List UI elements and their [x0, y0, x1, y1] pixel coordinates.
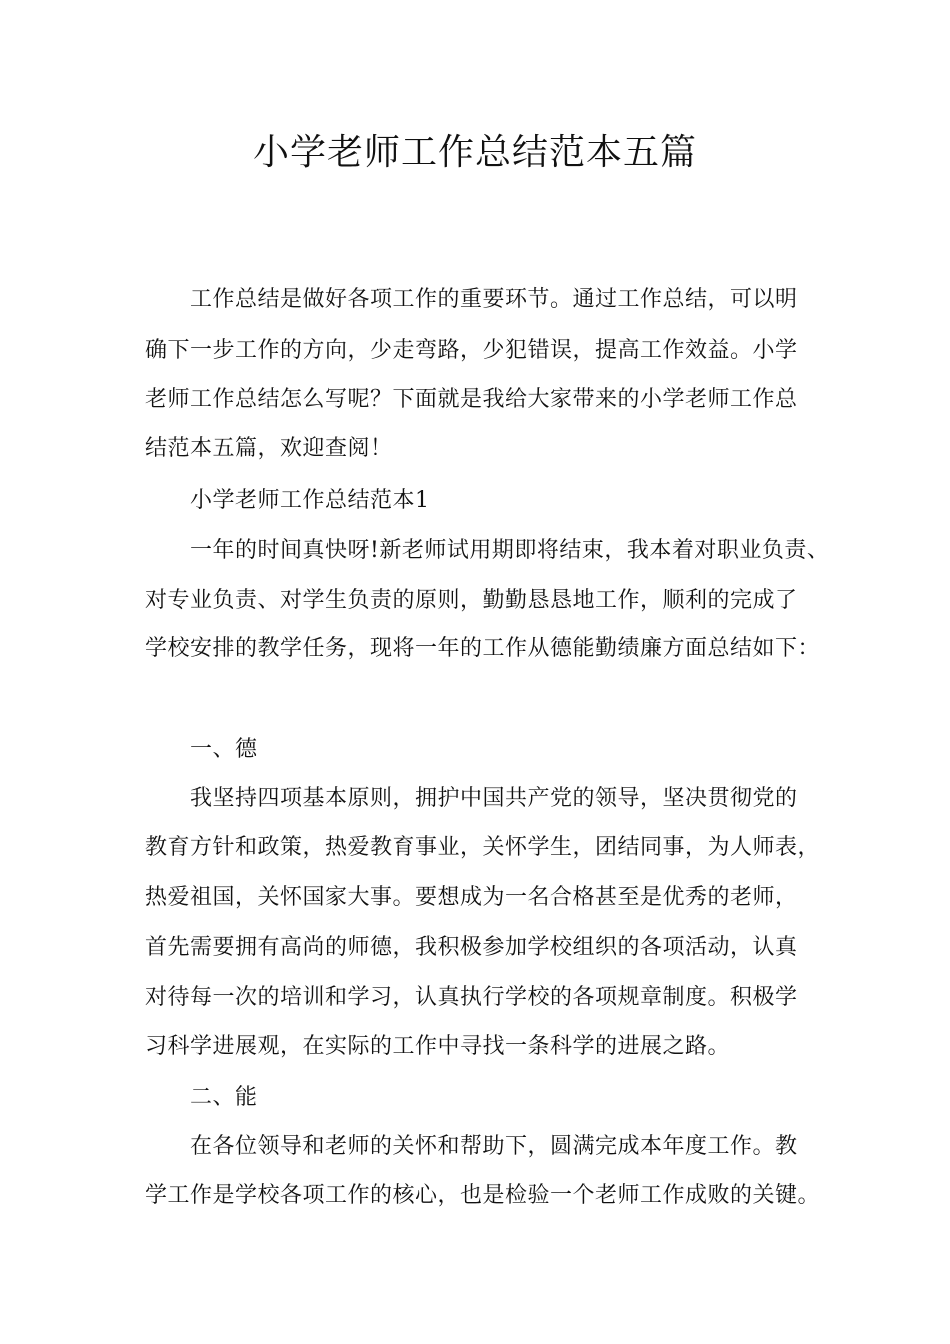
section-heading: 一、德 — [190, 737, 258, 762]
text-line: 工作总结是做好各项工作的重要环节。通过工作总结，可以明 — [190, 287, 798, 312]
text-line: 老师工作总结怎么写呢？下面就是我给大家带来的小学老师工作总 — [145, 387, 798, 412]
text-line: 习科学进展观，在实际的工作中寻找一条科学的进展之路。 — [145, 1034, 731, 1059]
text-line: 对专业负责、对学生负责的原则，勤勤恳恳地工作，顺利的完成了 — [145, 588, 798, 613]
section-heading: 二、能 — [190, 1085, 258, 1110]
text-line: 对待每一次的培训和学习，认真执行学校的各项规章制度。积极学 — [145, 985, 798, 1010]
section-heading: 小学老师工作总结范本1 — [190, 488, 430, 513]
text-line: 学校安排的教学任务，现将一年的工作从德能勤绩廉方面总结如下： — [145, 636, 821, 661]
text-line: 在各位领导和老师的关怀和帮助下，圆满完成本年度工作。教 — [190, 1134, 798, 1159]
text-line: 热爱祖国，关怀国家大事。要想成为一名合格甚至是优秀的老师， — [145, 885, 798, 910]
text-line: 确下一步工作的方向，少走弯路，少犯错误，提高工作效益。小学 — [145, 338, 798, 363]
text-line: 教育方针和政策，热爱教育事业，关怀学生，团结同事，为人师表， — [145, 835, 821, 860]
document-title: 小学老师工作总结范本五篇 — [252, 132, 697, 173]
text-line: 一年的时间真快呀!新老师试用期即将结束，我本着对职业负责、 — [190, 538, 830, 563]
text-line: 首先需要拥有高尚的师德，我积极参加学校组织的各项活动，认真 — [145, 935, 798, 960]
text-line: 学工作是学校各项工作的核心，也是检验一个老师工作成败的关键。 — [145, 1183, 821, 1208]
text-line: 我坚持四项基本原则，拥护中国共产党的领导，坚决贯彻党的 — [190, 786, 798, 811]
text-line: 结范本五篇，欢迎查阅！ — [145, 436, 393, 461]
